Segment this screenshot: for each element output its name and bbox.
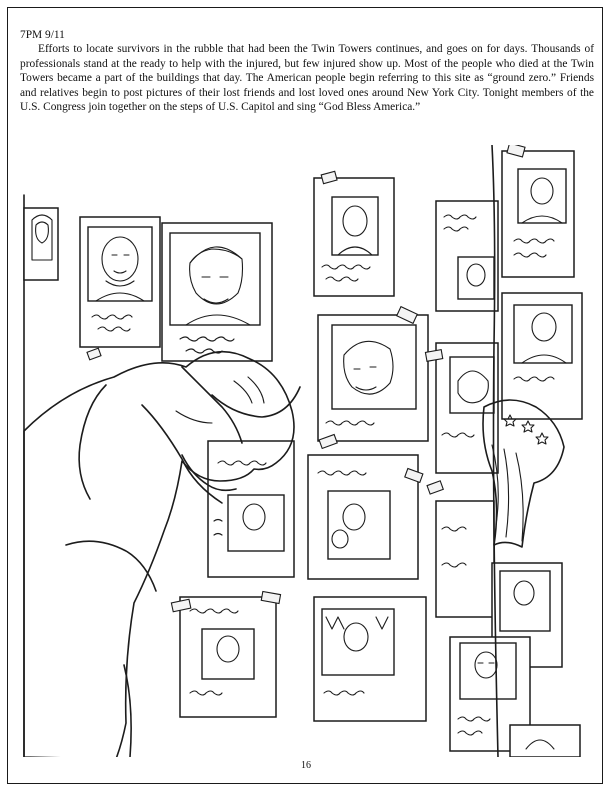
missing-poster bbox=[314, 597, 426, 721]
missing-poster bbox=[162, 223, 272, 361]
missing-poster bbox=[80, 217, 160, 360]
missing-poster bbox=[171, 591, 280, 717]
missing-poster bbox=[318, 307, 428, 449]
missing-poster bbox=[427, 481, 494, 617]
page-number: 16 bbox=[301, 760, 311, 771]
caption-body: Efforts to locate survivors in the rubble that had been the Twin Towers continues, and goes on for days. Thousands of professionals stand at the ready to help with the injured, but few injured show up. Most of the people who died at the Twin Towers became a part of the buildings that day. The American people begin referring to this site as “ground zero.” Friends and relatives begin to post pictures of their lost friends and lost loved ones around New York City. Tonight members of the U.S. Congress join together on the steps of U.S. Capitol and sing “God Bless America.” bbox=[20, 43, 594, 114]
missing-poster bbox=[308, 455, 423, 579]
caption-heading: 7PM 9/11 bbox=[20, 29, 65, 41]
missing-poster bbox=[510, 725, 580, 757]
memorial-wall-illustration bbox=[22, 145, 594, 757]
missing-poster bbox=[24, 208, 58, 280]
missing-poster bbox=[436, 201, 498, 311]
missing-poster bbox=[208, 441, 294, 577]
missing-poster bbox=[502, 145, 574, 277]
missing-poster bbox=[314, 171, 394, 296]
caption-block bbox=[20, 28, 594, 114]
